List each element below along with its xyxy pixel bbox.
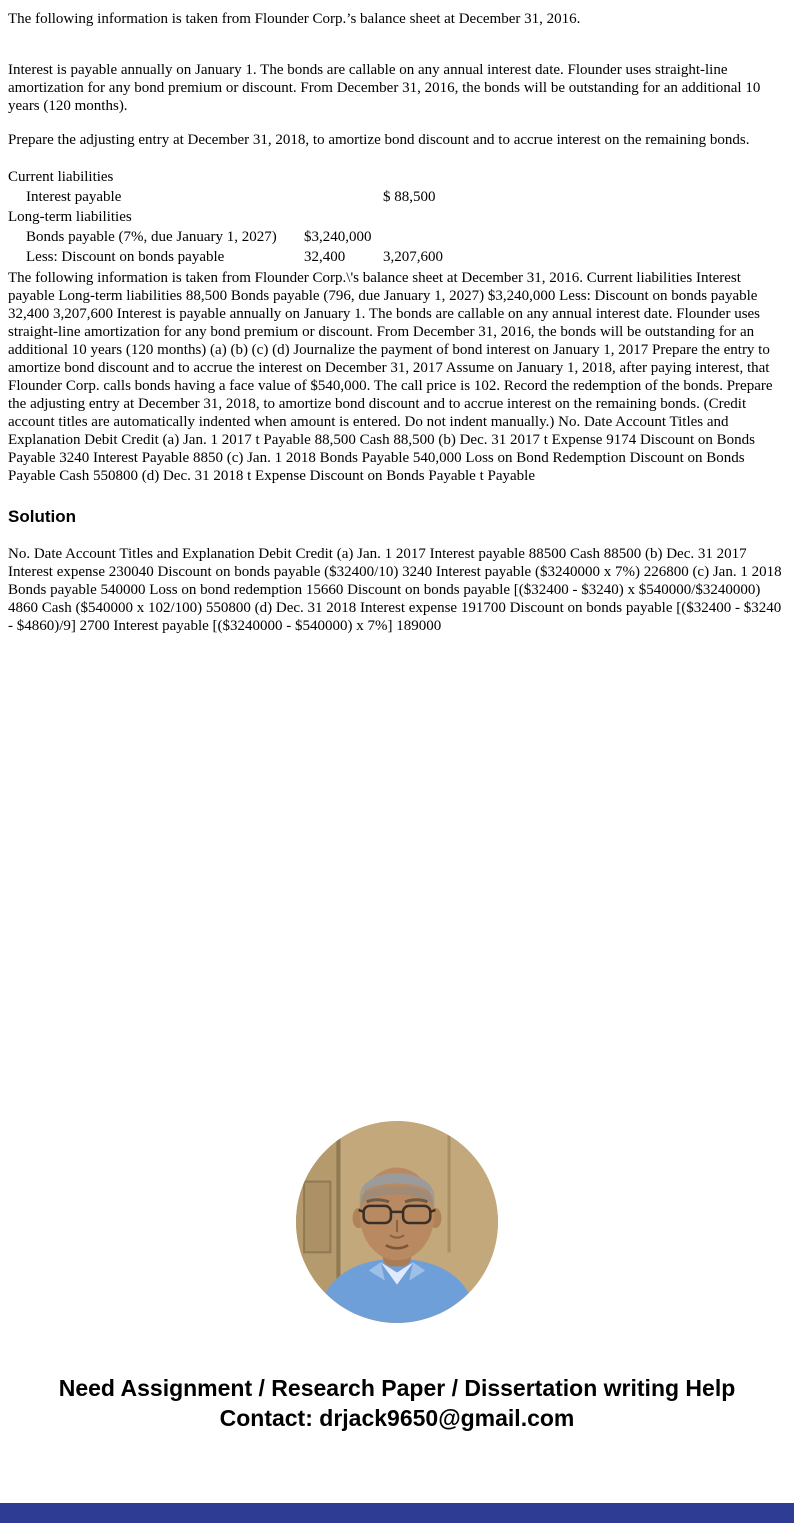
bs-amount: 32,400 xyxy=(304,249,346,265)
bs-label: Current liabilities xyxy=(8,169,114,185)
bs-label: Interest payable xyxy=(26,189,122,205)
bs-label: Less: Discount on bonds payable xyxy=(26,249,225,265)
bs-label: Bonds payable (7%, due January 1, 2027) xyxy=(26,229,277,245)
task-paragraph: Prepare the adjusting entry at December 31, 2018, to amortize bond discount and to accrue interest on the remaining bonds. xyxy=(8,132,750,148)
bs-amount: $ 88,500 xyxy=(383,189,436,205)
bs-row-bonds-payable xyxy=(8,227,786,247)
bs-row-current-liabilities xyxy=(8,167,786,187)
bond-terms-paragraph: Interest is payable annually on January 1. The bonds are callable on any annual interest date. Flounder uses straight-line amortization for any bond premium or discount. From December 31, 2016, the bonds will be outstanding for an additional 10 years (120 months). xyxy=(8,62,761,114)
footer-help-text: Need Assignment / Research Paper / Dissertation writing Help xyxy=(58,1375,736,1401)
footer xyxy=(47,1373,747,1433)
solution-text: No. Date Account Titles and Explanation Debit Credit (a) Jan. 1 2017 Interest payable 88500 Cash 88500 (b) Dec. 31 2017 Interest expense 230040 Discount on bonds payable ($32400/10) 3240 Interest payable ($3240000 x 7%) 226800 (c) Jan. 1 2018 Bonds payable 540000 Loss on bond redemption 15660 Discount on bonds payable [($32400 - $3240) x $540000/$3240000) 4860 Cash ($540000 x 102/100) 550800 (d) Dec. 31 2018 Interest expense 191700 Discount on bonds payable [($32400 - $3240 - $4860)/9] 2700 Interest payable [($3240000 - $540000) x 7%] 189000 xyxy=(8,546,782,634)
tutor-photo-illustration xyxy=(296,1121,498,1323)
bs-amount: $3,240,000 xyxy=(304,229,372,245)
bs-row-discount-on-bonds xyxy=(8,247,786,267)
bs-row-interest-payable xyxy=(8,187,786,207)
bottom-bar xyxy=(0,1503,794,1523)
bs-label: Long-term liabilities xyxy=(8,209,132,225)
balance-sheet xyxy=(8,167,786,267)
intro-line: The following information is taken from Flounder Corp.’s balance sheet at December 31, 2016. xyxy=(8,11,581,27)
footer-contact-text: Contact: drjack9650@gmail.com xyxy=(219,1405,575,1431)
avatar-container xyxy=(8,1121,786,1323)
solution-heading: Solution xyxy=(8,507,76,526)
question-text: The following information is taken from Flounder Corp.\'s balance sheet at December 31, 2016. Current liabilities Interest payable Long-term liabilities 88,500 Bonds payable (796, due January 1, 2027) $3,240,000 Less: Discount on bonds payable 32,400 3,207,600 Interest is payable annually on January 1. The bonds are callable on any annual interest date. Flounder uses straight-line amortization for any bond premium or discount. From December 31, 2016, the bonds will be outstanding for an additional 10 years (120 months) (a) (b) (c) (d) Journalize the payment of bond interest on January 1, 2017 Prepare the entry to amortize bond discount and to accrue the interest on December 31, 2017 Assume on January 1, 2018, after paying interest, that Flounder Corp. calls bonds having a face value of $540,000. The call price is 102. Record the redemption of the bonds. Prepare the adjusting entry at December 31, 2018, to amortize bond discount and to accrue interest on the remaining bonds. (Credit account titles are automatically indented when amount is entered. Do not indent manually.) No. Date Account Titles and Explanation Debit Credit (a) Jan. 1 2017 t Payable 88,500 Cash 88,500 (b) Dec. 31 2017 t Expense 9174 Discount on Bonds Payable 3240 Interest Payable 8850 (c) Jan. 1 2018 Bonds Payable 540,000 Loss on Bond Redemption Discount on Bonds Payable Cash 550800 (d) Dec. 31 2018 t Expense Discount on Bonds Payable t Payable xyxy=(8,270,773,484)
bs-row-longterm-liabilities xyxy=(8,207,786,227)
tutor-avatar xyxy=(296,1121,498,1323)
bs-amount: 3,207,600 xyxy=(383,249,443,265)
